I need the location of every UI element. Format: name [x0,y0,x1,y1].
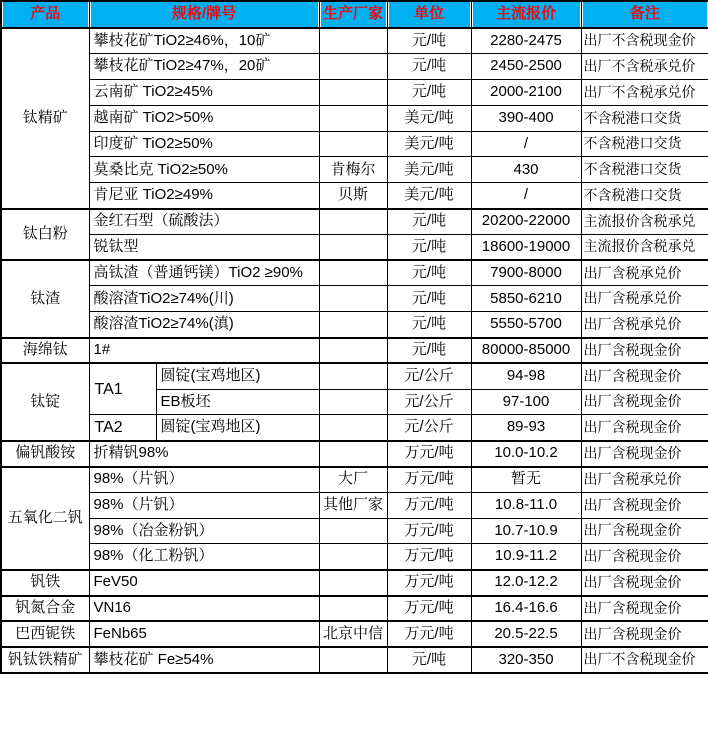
unit-cell: 元/吨 [387,286,471,312]
column-header-3: 生产厂家 [319,1,387,28]
spec-cell: 金红石型（硫酸法） [89,209,319,235]
maker-cell [319,286,387,312]
spec-cell: 印度矿 TiO2≥50% [89,131,319,157]
table-row [1,234,708,260]
note-cell: 出厂不含税承兑价 [581,54,708,80]
maker-cell [319,131,387,157]
note-cell: 出厂含税承兑价 [581,260,708,286]
column-header-6: 备注 [581,1,708,28]
maker-cell [319,389,387,415]
price-cell: 12.0-12.2 [471,570,581,596]
table-row [1,312,708,338]
price-cell: 320-350 [471,647,581,673]
unit-cell: 万元/吨 [387,518,471,544]
note-cell: 主流报价含税承兑 [581,234,708,260]
maker-cell [319,312,387,338]
unit-cell: 元/公斤 [387,415,471,441]
product-cell: 钒氮合金 [1,596,89,622]
table-row [1,183,708,209]
spec-cell: 98%（片钒） [89,492,319,518]
maker-cell [319,209,387,235]
form-cell: EB板坯 [156,389,319,415]
price-cell: 10.7-10.9 [471,518,581,544]
note-cell: 出厂不含税承兑价 [581,80,708,106]
column-header-5: 主流报价 [471,1,581,28]
table-row [1,415,708,441]
unit-cell: 万元/吨 [387,467,471,493]
header-row [1,1,708,28]
unit-cell: 元/公斤 [387,363,471,389]
spec-cell: 高钛渣（普通钙镁）TiO2 ≥90% [89,260,319,286]
product-cell: 钛白粉 [1,209,89,261]
maker-cell [319,338,387,364]
unit-cell: 美元/吨 [387,105,471,131]
maker-cell [319,260,387,286]
product-cell: 偏钒酸铵 [1,441,89,467]
table-row [1,518,708,544]
price-cell: 暂无 [471,467,581,493]
price-cell: 10.8-11.0 [471,492,581,518]
price-cell: 94-98 [471,363,581,389]
unit-cell: 万元/吨 [387,621,471,647]
product-cell: 钛渣 [1,260,89,337]
price-cell: 390-400 [471,105,581,131]
note-cell: 出厂含税现金价 [581,518,708,544]
note-cell: 出厂含税承兑价 [581,312,708,338]
spec-cell: 折精钒98% [89,441,319,467]
spec-cell: 攀枝花矿 Fe≥54% [89,647,319,673]
maker-cell [319,80,387,106]
spec-cell: 攀枝花矿TiO2≥46%，10矿 [89,28,319,54]
table-row [1,596,708,622]
unit-cell: 万元/吨 [387,441,471,467]
maker-cell [319,570,387,596]
note-cell: 出厂不含税现金价 [581,28,708,54]
price-cell: 2280-2475 [471,28,581,54]
unit-cell: 万元/吨 [387,492,471,518]
note-cell: 不含税港口交货 [581,131,708,157]
unit-cell: 万元/吨 [387,544,471,570]
maker-cell [319,234,387,260]
spec-cell: 酸溶渣TiO2≥74%(滇) [89,312,319,338]
maker-cell [319,441,387,467]
unit-cell: 元/吨 [387,234,471,260]
maker-cell [319,518,387,544]
maker-cell [319,54,387,80]
spec-cell: 莫桑比克 TiO2≥50% [89,157,319,183]
note-cell: 出厂含税现金价 [581,544,708,570]
maker-cell: 贝斯 [319,183,387,209]
unit-cell: 万元/吨 [387,570,471,596]
table-row [1,286,708,312]
product-cell: 钛锭 [1,363,89,440]
note-cell: 出厂含税现金价 [581,389,708,415]
spec-cell: 云南矿 TiO2≥45% [89,80,319,106]
table-row [1,621,708,647]
maker-cell [319,596,387,622]
spec-cell: 98%（片钒） [89,467,319,493]
table-row [1,105,708,131]
note-cell: 不含税港口交货 [581,105,708,131]
note-cell: 不含税港口交货 [581,183,708,209]
table-row [1,260,708,286]
note-cell: 出厂不含税现金价 [581,647,708,673]
price-cell: 97-100 [471,389,581,415]
table-row [1,544,708,570]
price-cell: 10.0-10.2 [471,441,581,467]
table-row [1,647,708,673]
spec-cell: 98%（冶金粉钒） [89,518,319,544]
spec-cell: FeV50 [89,570,319,596]
maker-cell: 肯梅尔 [319,157,387,183]
spec-cell: 1# [89,338,319,364]
price-cell: 5850-6210 [471,286,581,312]
column-header-4: 单位 [387,1,471,28]
product-cell: 巴西铌铁 [1,621,89,647]
maker-cell [319,28,387,54]
price-cell: / [471,183,581,209]
maker-cell [319,415,387,441]
table-row [1,338,708,364]
note-cell: 出厂含税现金价 [581,492,708,518]
spec-cell: FeNb65 [89,621,319,647]
price-cell: 10.9-11.2 [471,544,581,570]
unit-cell: 万元/吨 [387,596,471,622]
maker-cell [319,105,387,131]
maker-cell [319,363,387,389]
grade-cell: TA2 [89,415,156,441]
price-cell: 430 [471,157,581,183]
spec-cell: 越南矿 TiO2>50% [89,105,319,131]
unit-cell: 元/吨 [387,338,471,364]
spec-cell: 98%（化工粉钒） [89,544,319,570]
unit-cell: 元/吨 [387,209,471,235]
product-cell: 海绵钛 [1,338,89,364]
unit-cell: 元/吨 [387,312,471,338]
form-cell: 圆锭(宝鸡地区) [156,415,319,441]
column-header-2: 规格/牌号 [89,1,319,28]
maker-cell: 北京中信 [319,621,387,647]
table-body [1,28,708,673]
table-row [1,209,708,235]
table-header [1,1,708,28]
price-cell: / [471,131,581,157]
table-row [1,467,708,493]
note-cell: 主流报价含税承兑 [581,209,708,235]
spec-cell: 酸溶渣TiO2≥74%(川) [89,286,319,312]
product-cell: 钛精矿 [1,28,89,209]
spec-cell: 锐钛型 [89,234,319,260]
unit-cell: 美元/吨 [387,131,471,157]
table-row [1,28,708,54]
maker-cell: 大厂 [319,467,387,493]
note-cell: 出厂含税现金价 [581,363,708,389]
note-cell: 出厂含税承兑价 [581,286,708,312]
price-cell: 20200-22000 [471,209,581,235]
unit-cell: 元/吨 [387,54,471,80]
note-cell: 出厂含税现金价 [581,570,708,596]
price-cell: 89-93 [471,415,581,441]
spec-cell: VN16 [89,596,319,622]
grade-cell: TA1 [89,363,156,415]
note-cell: 出厂含税承兑价 [581,467,708,493]
price-cell: 2000-2100 [471,80,581,106]
table-row [1,570,708,596]
price-cell: 7900-8000 [471,260,581,286]
price-cell: 16.4-16.6 [471,596,581,622]
note-cell: 出厂含税现金价 [581,441,708,467]
unit-cell: 美元/吨 [387,183,471,209]
product-cell: 钒铁 [1,570,89,596]
table-row [1,54,708,80]
table-row [1,80,708,106]
form-cell: 圆锭(宝鸡地区) [156,363,319,389]
unit-cell: 元/公斤 [387,389,471,415]
price-cell: 5550-5700 [471,312,581,338]
unit-cell: 元/吨 [387,80,471,106]
product-cell: 五氧化二钒 [1,467,89,570]
price-cell: 2450-2500 [471,54,581,80]
table-row [1,363,708,389]
table-row [1,131,708,157]
note-cell: 出厂含税现金价 [581,338,708,364]
price-cell: 80000-85000 [471,338,581,364]
price-cell: 20.5-22.5 [471,621,581,647]
table-row [1,157,708,183]
spec-cell: 攀枝花矿TiO2≥47%，20矿 [89,54,319,80]
maker-cell: 其他厂家 [319,492,387,518]
unit-cell: 元/吨 [387,28,471,54]
unit-cell: 元/吨 [387,647,471,673]
table-row [1,441,708,467]
table-row [1,492,708,518]
product-cell: 钒钛铁精矿 [1,647,89,673]
maker-cell [319,647,387,673]
price-cell: 18600-19000 [471,234,581,260]
note-cell: 出厂含税现金价 [581,415,708,441]
note-cell: 出厂含税现金价 [581,621,708,647]
unit-cell: 元/吨 [387,260,471,286]
column-header-1: 产品 [1,1,89,28]
maker-cell [319,544,387,570]
note-cell: 不含税港口交货 [581,157,708,183]
note-cell: 出厂含税现金价 [581,596,708,622]
spec-cell: 肯尼亚 TiO2≥49% [89,183,319,209]
unit-cell: 美元/吨 [387,157,471,183]
